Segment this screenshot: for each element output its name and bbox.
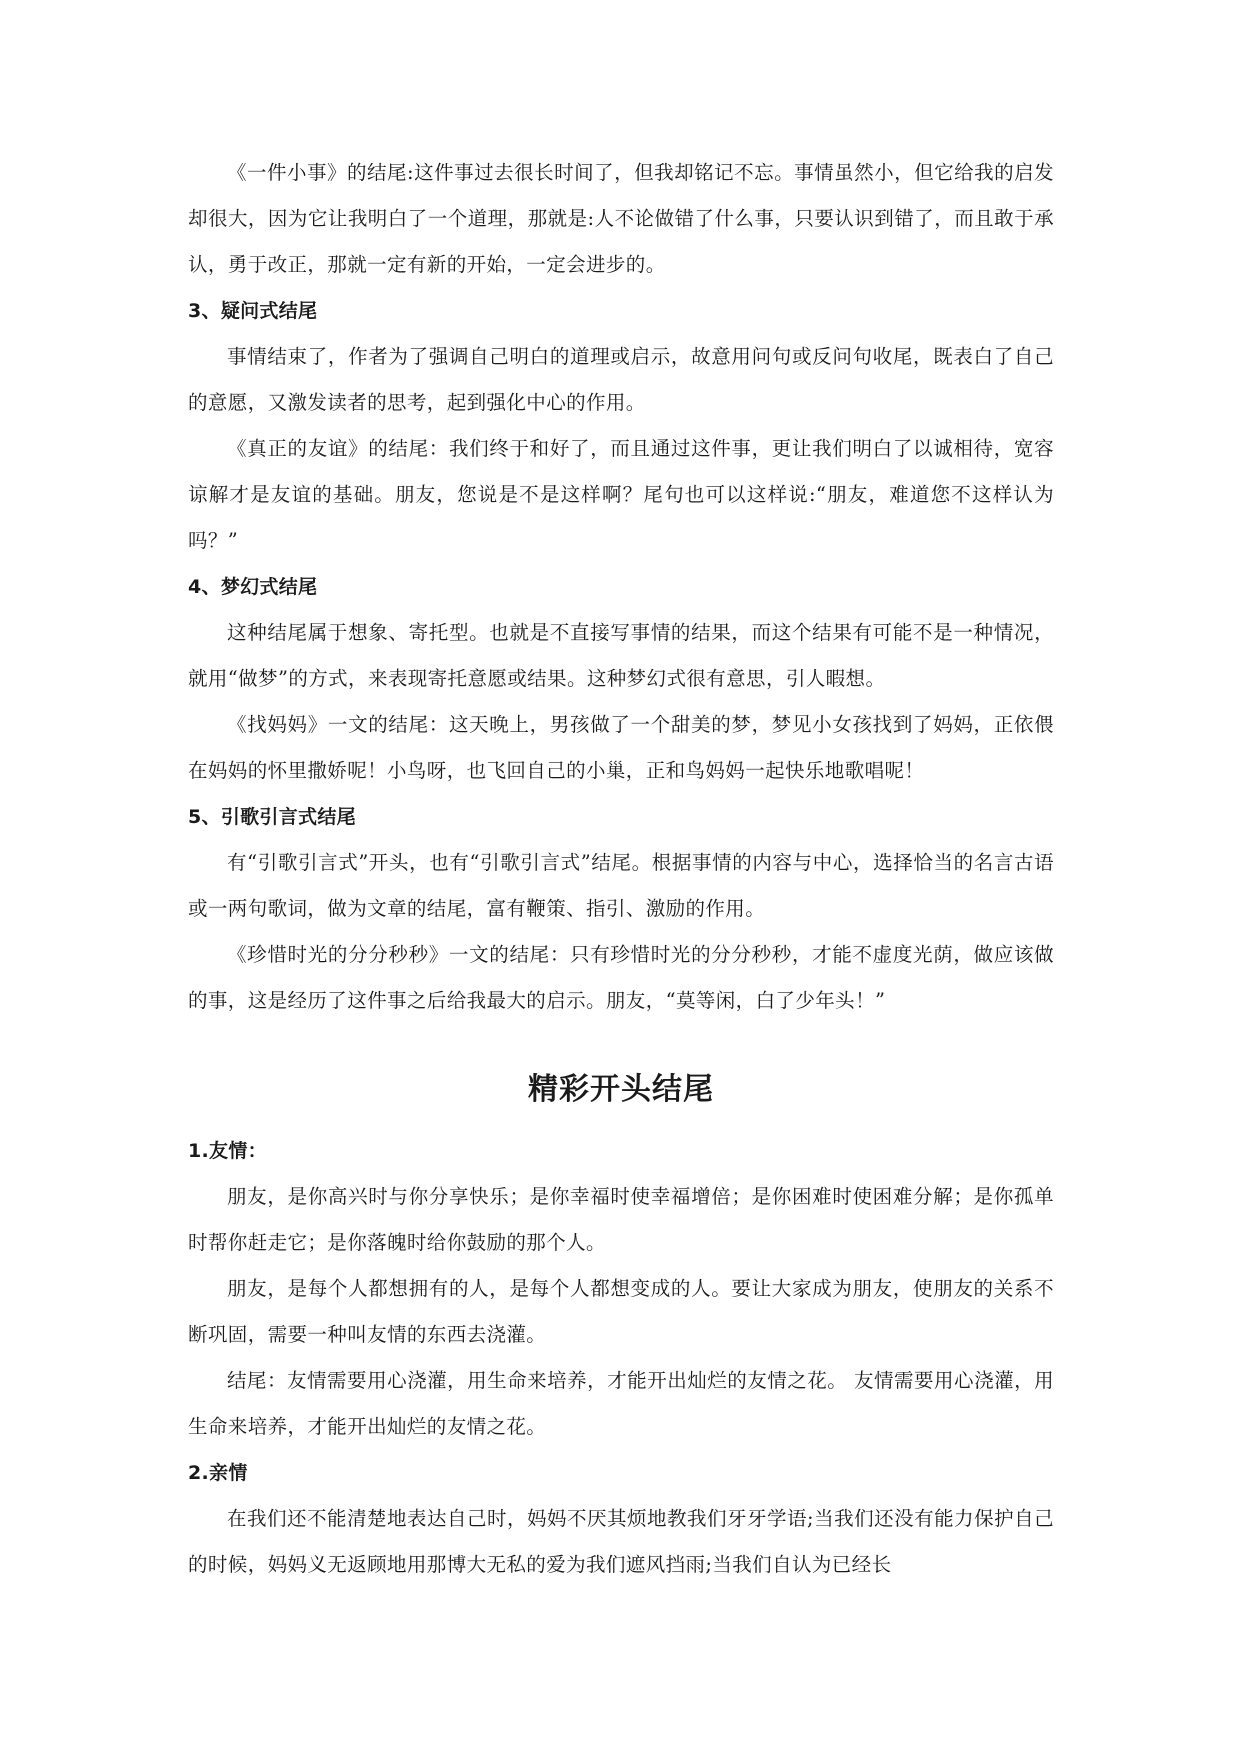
section5-heading: 5、引歌引言式结尾 <box>188 806 356 828</box>
section3-heading: 3、疑问式结尾 <box>188 300 318 322</box>
friendship-paragraph-2: 朋友，是每个人都想拥有的人，是每个人都想变成的人。要让大家成为朋友，使朋友的关系不断巩固，需要一种叫友情的东西去浇灌。 <box>188 1277 1054 1346</box>
family-paragraph-1: 在我们还不能清楚地表达自己时，妈妈不厌其烦地教我们牙牙学语;当我们还没有能力保护自己的时候，妈妈义无返顾地用那博大无私的爱为我们遮风挡雨;当我们自认为已经长 <box>188 1507 1054 1576</box>
section3-example-paragraph: 《真正的友谊》的结尾：我们终于和好了，而且通过这件事，更让我们明白了以诚相待，宽容谅解才是友谊的基础。朋友，您说是不是这样啊？尾句也可以这样说:“朋友，难道您不这样认为吗？” <box>188 437 1054 552</box>
section4-heading: 4、梦幻式结尾 <box>188 576 318 598</box>
section5-example-paragraph: 《珍惜时光的分分秒秒》一文的结尾：只有珍惜时光的分分秒秒，才能不虚度光荫，做应该做的事，这是经历了这件事之后给我最大的启示。朋友，“莫等闲，白了少年头！” <box>188 943 1054 1012</box>
section3-description-paragraph: 事情结束了，作者为了强调自己明白的道理或启示，故意用问句或反问句收尾，既表白了自己的意愿，又激发读者的思考，起到强化中心的作用。 <box>188 345 1054 414</box>
friendship-heading: 1.友情： <box>188 1140 267 1162</box>
friendship-paragraph-1: 朋友，是你高兴时与你分享快乐；是你幸福时使幸福增倍；是你困难时使困难分解；是你孤单时帮你赶走它；是你落魄时给你鼓励的那个人。 <box>188 1185 1054 1254</box>
document-page <box>188 150 1054 1588</box>
family-heading: 2.亲情 <box>188 1462 248 1484</box>
section5-description-paragraph: 有“引歌引言式”开头，也有“引歌引言式”结尾。根据事情的内容与中心，选择恰当的名言古语或一两句歌词，做为文章的结尾，富有鞭策、指引、激励的作用。 <box>188 851 1054 920</box>
section1-example-paragraph: 《一件小事》的结尾:这件事过去很长时间了，但我却铭记不忘。事情虽然小，但它给我的启发却很大，因为它让我明白了一个道理，那就是:人不论做错了什么事，只要认识到错了，而且敢于承认，勇于改正，那就一定有新的开始，一定会进步的。 <box>188 161 1054 276</box>
page-title: 精彩开头结尾 <box>528 1072 714 1107</box>
section4-description-paragraph: 这种结尾属于想象、寄托型。也就是不直接写事情的结果，而这个结果有可能不是一种情况，就用“做梦”的方式，来表现寄托意愿或结果。这种梦幻式很有意思，引人暇想。 <box>188 621 1054 690</box>
section4-example-paragraph: 《找妈妈》一文的结尾：这天晚上，男孩做了一个甜美的梦，梦见小女孩找到了妈妈，正依偎在妈妈的怀里撒娇呢！小鸟呀，也飞回自己的小巢，正和鸟妈妈一起快乐地歌唱呢！ <box>188 713 1054 782</box>
friendship-paragraph-3: 结尾：友情需要用心浇灌，用生命来培养，才能开出灿烂的友情之花。 友情需要用心浇灌，用生命来培养，才能开出灿烂的友情之花。 <box>188 1369 1054 1438</box>
